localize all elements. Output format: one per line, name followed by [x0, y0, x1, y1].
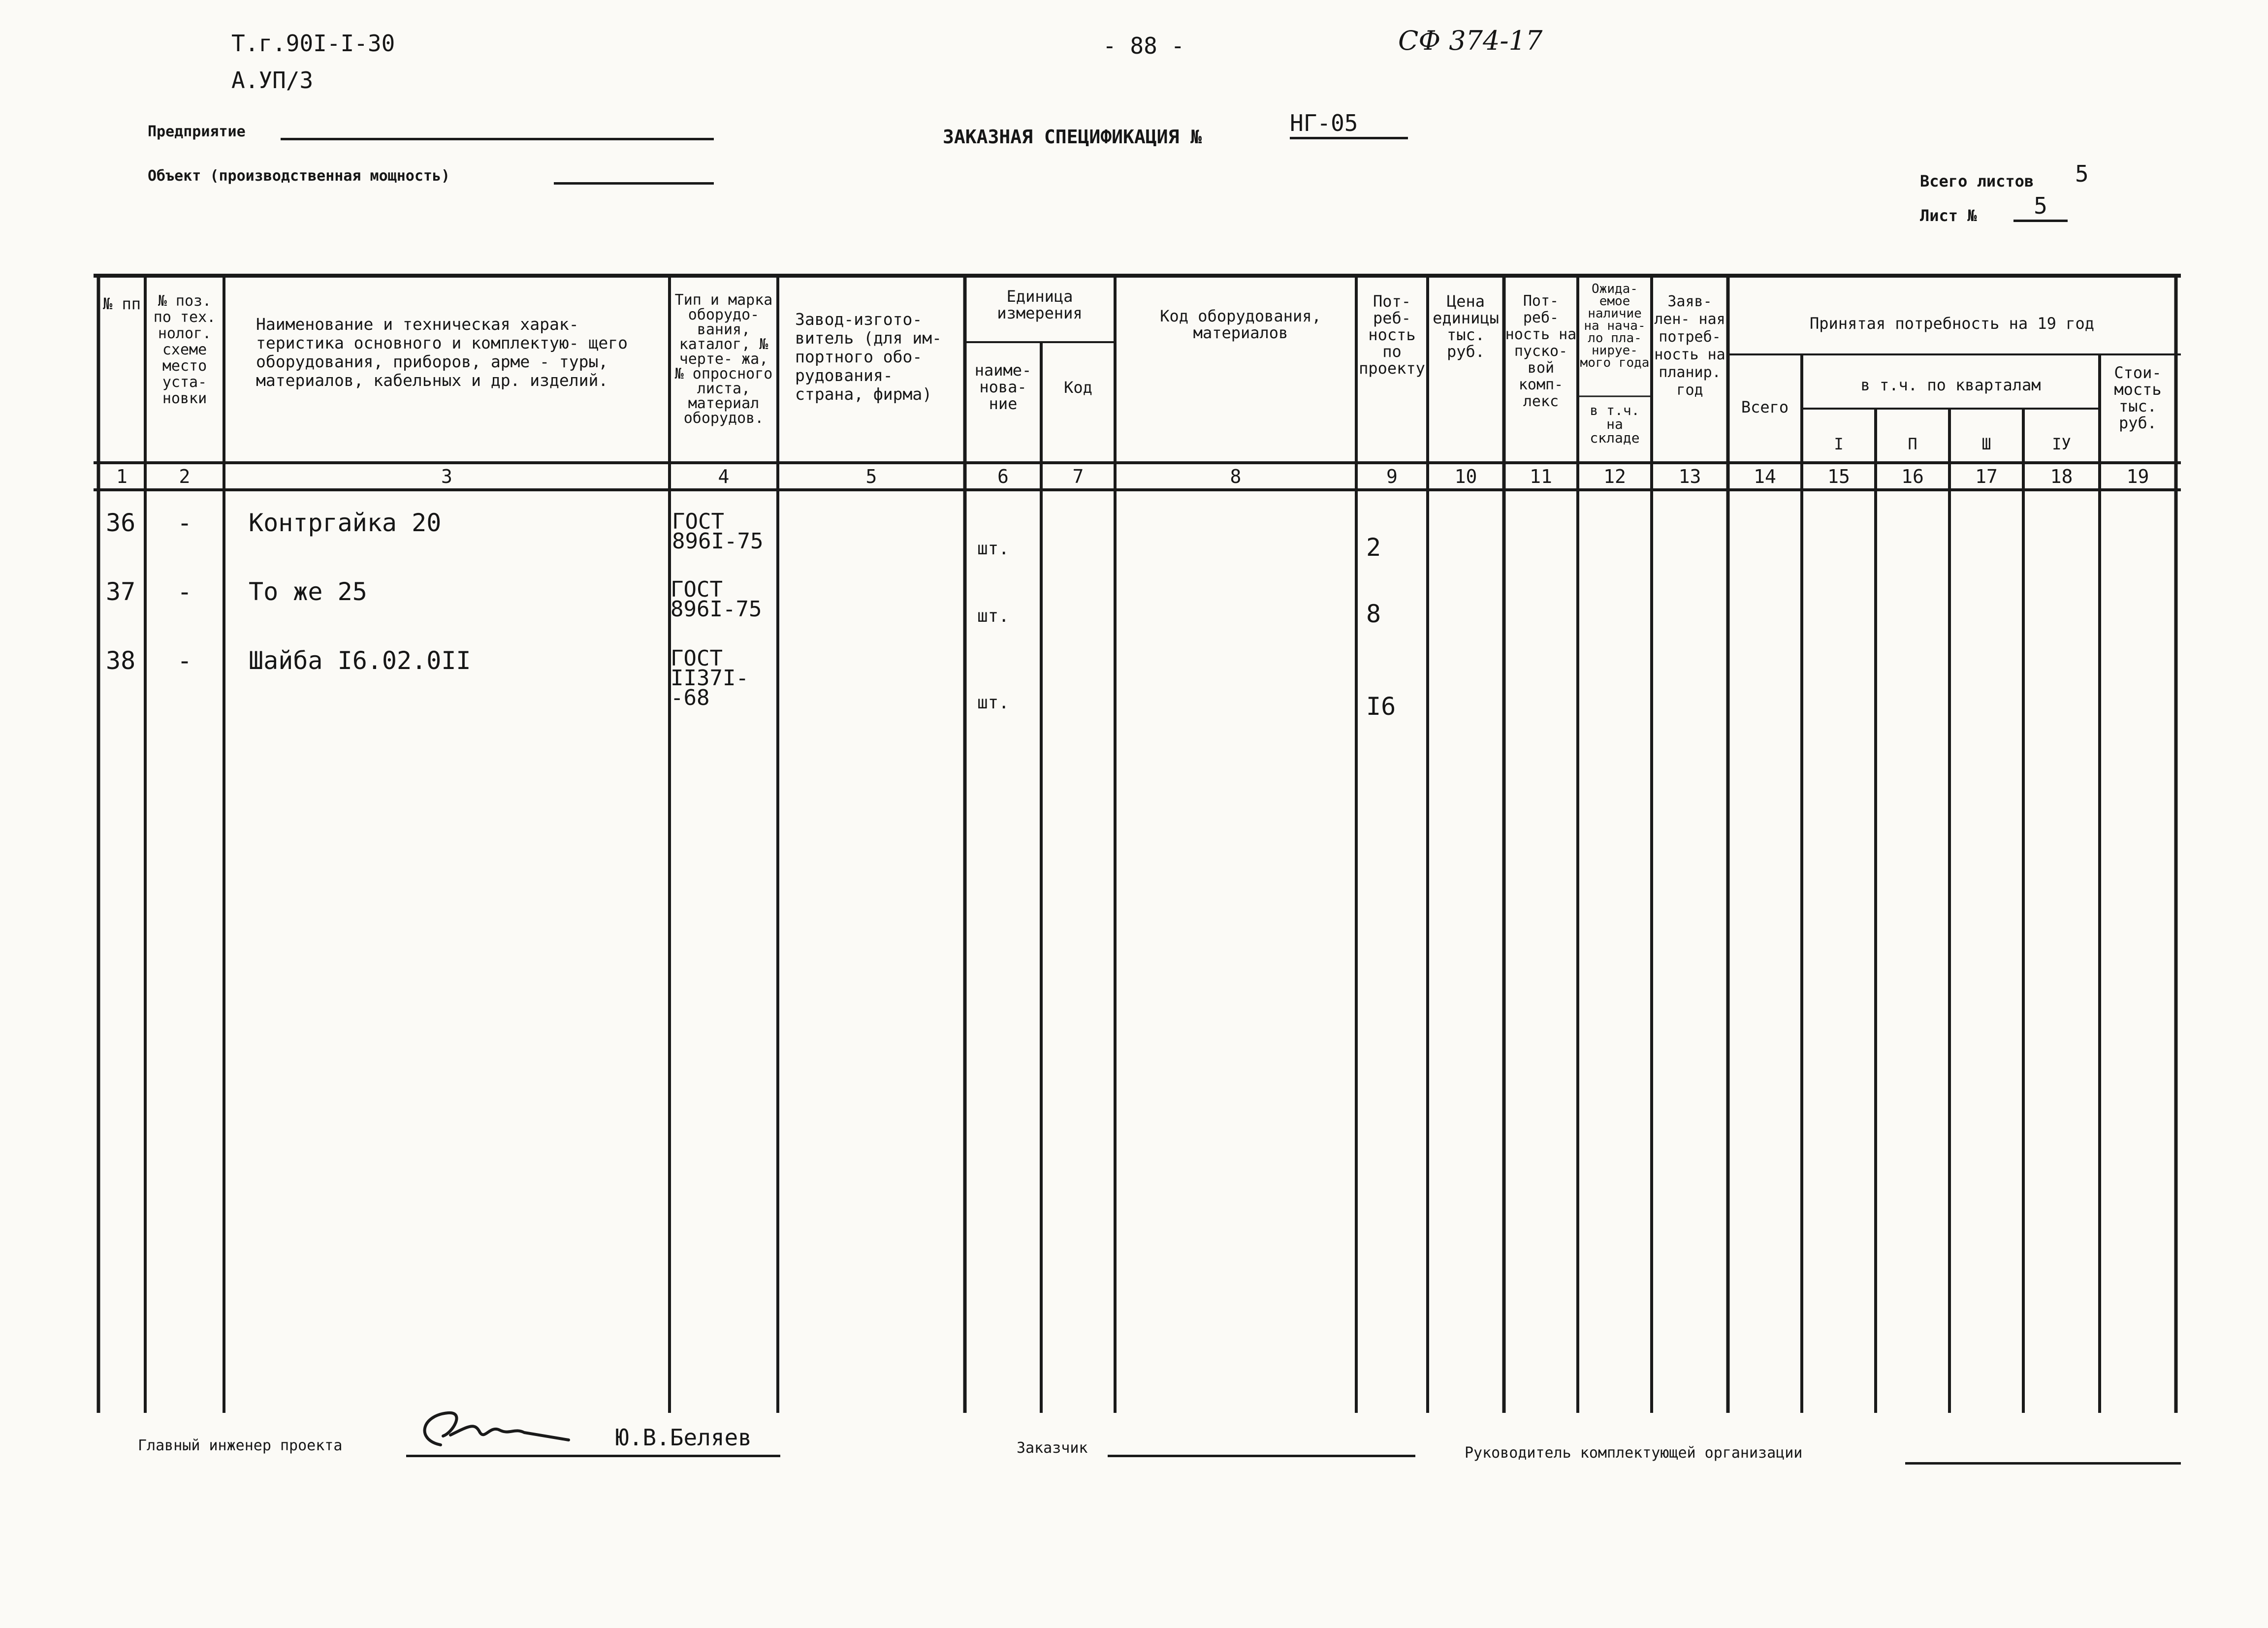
supplier-head-line — [1905, 1462, 2181, 1465]
row-36-unit: шт. — [977, 539, 1010, 559]
col-header-2: № поз. по тех. нолог. схеме место уста- новки — [153, 293, 216, 407]
sheet-number: 5 — [2013, 192, 2068, 222]
col-number-7: 7 — [1072, 466, 1084, 487]
col-number-16: 16 — [1901, 466, 1924, 487]
col-header-7: Код — [1064, 379, 1092, 397]
col-header-5: Завод-изгото- витель (для им- портного обо- рудования- страна, фирма) — [795, 310, 942, 404]
col-number-4: 4 — [718, 466, 730, 487]
col-header-12-bottom: в т.ч. на складе — [1590, 404, 1640, 446]
row-37-type: ГОСТ 896I-75 — [671, 577, 762, 622]
customer-line — [1108, 1455, 1415, 1457]
quarters-group-header: в т.ч. по кварталам — [1860, 377, 2041, 394]
col-number-6: 6 — [997, 466, 1009, 487]
row-36-name: Контргайка 20 — [249, 509, 442, 537]
row-38-number: 38 — [106, 646, 136, 675]
col-header-15: I — [1834, 436, 1844, 453]
col-header-18: IУ — [2052, 436, 2071, 453]
col-number-14: 14 — [1754, 466, 1776, 487]
supplier-head-label: Руководитель комплектующей организации — [1465, 1444, 1803, 1462]
col-header-12-top: Ожида- емое наличие на нача- ло пла- нируе- мого года — [1580, 283, 1650, 370]
col-header-9: Пот- реб- ность по проекту — [1359, 293, 1425, 378]
total-sheets-value: 5 — [2075, 160, 2089, 187]
unit-group-header: Единица измерения — [997, 288, 1083, 322]
row-38-unit: шт. — [977, 693, 1010, 713]
col-number-18: 18 — [2050, 466, 2073, 487]
col-header-4: Тип и марка оборудо- вания, каталог, № черте- жа, № опросного листа, материал оборудов. — [674, 293, 773, 427]
col-header-16: П — [1908, 436, 1917, 453]
col-number-15: 15 — [1827, 466, 1850, 487]
col-number-2: 2 — [179, 466, 191, 487]
col-header-13: Заяв- лен- ная потреб- ность на планир. год — [1654, 293, 1725, 399]
col-number-1: 1 — [116, 466, 128, 487]
col-number-11: 11 — [1530, 466, 1552, 487]
document-code: Т.г.90I-I-30 — [231, 30, 395, 57]
col-number-12: 12 — [1603, 466, 1626, 487]
col-number-8: 8 — [1230, 466, 1242, 487]
row-38-type: ГОСТ II37I- -68 — [671, 646, 749, 710]
chief-engineer-signature — [406, 1405, 593, 1460]
col-header-8: Код оборудования, материалов — [1160, 308, 1321, 342]
row-37-number: 37 — [106, 577, 136, 606]
row-37-name: То же 25 — [249, 577, 367, 606]
customer-label: Заказчик — [1017, 1439, 1088, 1457]
page-number: - 88 - — [1103, 32, 1185, 59]
spec-number: НГ-05 — [1290, 109, 1408, 139]
col-header-6: наиме- нова- ние — [974, 362, 1032, 413]
spec-title: ЗАКАЗНАЯ СПЕЦИФИКАЦИЯ № — [943, 126, 1202, 148]
sheet-label: Лист № — [1920, 206, 1977, 225]
object-label: Объект (производственная мощность) — [148, 167, 450, 185]
col-number-5: 5 — [865, 466, 877, 487]
col-number-17: 17 — [1975, 466, 1998, 487]
col-number-3: 3 — [441, 466, 452, 487]
col-header-14: Всего — [1741, 399, 1789, 416]
row-37-position: - — [177, 577, 192, 606]
col-header-11: Пот- реб- ность на пуско- вой комп- лекс — [1505, 293, 1577, 410]
col-header-3: Наименование и техническая харак- теристика основного и комплектую- щего оборудования, приборов, арме - туры, материалов, кабельных и др. изделий. — [256, 315, 628, 390]
col-header-10: Цена единицы тыс. руб. — [1433, 293, 1499, 361]
chief-engineer-name: Ю.В.Беляев — [615, 1424, 752, 1451]
row-37-unit: шт. — [977, 606, 1010, 626]
enterprise-label: Предприятие — [148, 123, 246, 140]
row-36-number: 36 — [106, 509, 136, 537]
col-header-1: № пп — [102, 295, 141, 313]
row-38-quantity: I6 — [1366, 692, 1396, 721]
row-36-position: - — [177, 509, 192, 537]
col-number-10: 10 — [1454, 466, 1477, 487]
col-header-19: Стои- мость тыс. руб. — [2114, 364, 2162, 432]
chief-engineer-line — [406, 1455, 780, 1457]
col-number-13: 13 — [1678, 466, 1701, 487]
row-36-type: ГОСТ 896I-75 — [672, 509, 764, 554]
total-sheets-label: Всего листов — [1920, 172, 2034, 191]
album-code: А.УП/3 — [231, 67, 314, 94]
row-38-position: - — [177, 646, 192, 675]
col-number-9: 9 — [1386, 466, 1398, 487]
row-36-quantity: 2 — [1366, 533, 1381, 562]
chief-engineer-label: Главный инженер проекта — [138, 1437, 343, 1454]
accepted-group-header: Принятая потребность на 19 год — [1810, 315, 2094, 333]
handwritten-reference: СФ 374-17 — [1398, 25, 1543, 56]
col-header-17: Ш — [1981, 436, 1991, 453]
col-number-19: 19 — [2126, 466, 2149, 487]
row-37-quantity: 8 — [1366, 600, 1381, 628]
row-38-name: Шайба I6.02.0II — [249, 646, 471, 675]
